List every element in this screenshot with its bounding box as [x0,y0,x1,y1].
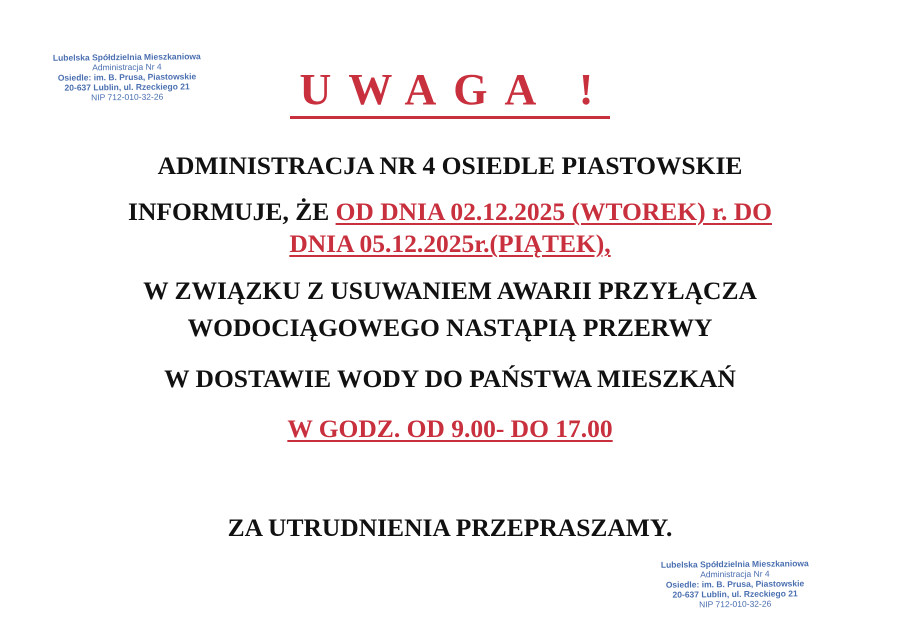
stamp-line-administration: Administracja Nr 4 [700,568,770,580]
notice-line-informs-prefix: INFORMUJE, ŻE [128,197,336,226]
stamp-line-nip: NIP 712-010-32-26 [91,91,164,103]
notice-date-to: DNIA 05.12.2025r.(PIĄTEK), [289,229,611,258]
notice-line-water-supply: W DOSTAWIE WODY DO PAŃSTWA MIESZKAŃ [164,364,736,393]
stamp-line-organization: Lubelska Spółdzielnia Mieszkaniowa [52,51,201,63]
stamp-line-address: 20-637 Lublin, ul. Rzeckiego 21 [64,81,190,93]
stamp-line-address: 20-637 Lublin, ul. Rzeckiego 21 [672,588,798,600]
notice-title-text: UWAGA ! [290,64,611,119]
notice-line-reason: W ZWIĄZKU Z USUWANIEM AWARII PRZYŁĄCZA [143,276,757,305]
notice-date-from: OD DNIA 02.12.2025 (WTOREK) r. DO [335,197,772,226]
notice-line-informs [0,196,900,228]
notice-line-apology: ZA UTRUDNIENIA PRZEPRASZAMY. [227,513,673,542]
notice-line-administration: ADMINISTRACJA NR 4 OSIEDLE PIASTOWSKIE [157,151,743,180]
stamp-line-nip: NIP 712-010-32-26 [699,598,772,610]
notice-line-date-to-wrap [0,228,900,260]
stamp-bottom [660,558,811,610]
notice-line-interruptions: WODOCIĄGOWEGO NASTĄPIĄ PRZERWY [187,313,713,342]
stamp-line-estate: Osiedle: im. B. Prusa, Piastowskie [57,71,197,83]
stamp-line-administration: Administracja Nr 4 [92,61,162,73]
notice-title [0,62,900,119]
notice-line-hours-wrap [0,413,900,445]
stamp-line-organization: Lubelska Spółdzielnia Mieszkaniowa [660,558,809,570]
notice-hours: W GODZ. OD 9.00- DO 17.00 [287,414,613,443]
stamp-line-estate: Osiedle: im. B. Prusa, Piastowskie [665,578,805,590]
